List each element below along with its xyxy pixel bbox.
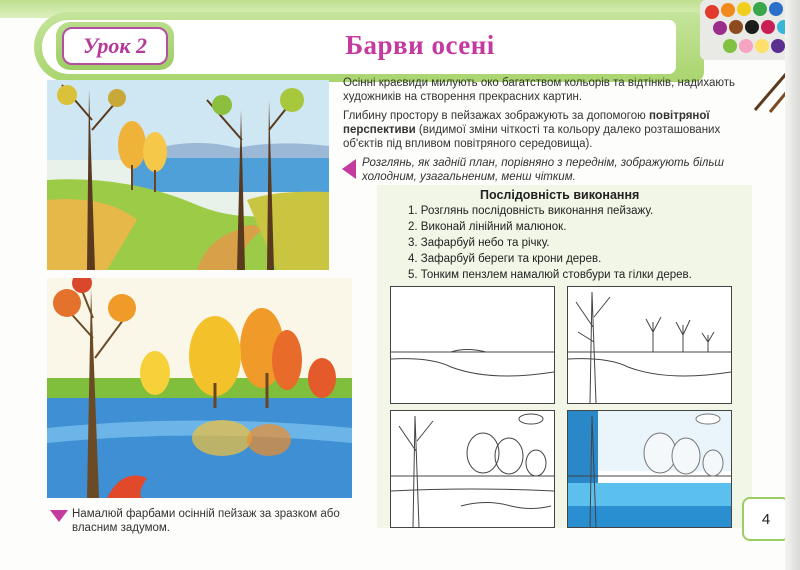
lesson-badge-inner xyxy=(62,27,168,65)
landscape-painting-pond xyxy=(47,278,352,498)
task-caption: Намалюй фарбами осінній пейзаж за зразком або власним задумом. xyxy=(72,508,340,534)
page-edge-shadow xyxy=(785,0,800,570)
step-frame-1-outline xyxy=(390,286,555,404)
intro-paragraph-2-end: (видимої зміни чіткості та кольору далеко розташованих об'єктів під впливом повітряного середовища). xyxy=(343,124,721,150)
lesson-label: Урок 2 xyxy=(82,33,148,58)
sequence-step: 3. Зафарбуй небо та річку. xyxy=(408,237,550,249)
sequence-step: 5. Тонким пензлем намалюй стовбури та гілки дерев. xyxy=(408,269,692,281)
step-frame-4-colored xyxy=(567,410,732,528)
page-number: 4 xyxy=(761,510,771,528)
page-title: Барви осені xyxy=(345,30,495,60)
page-number-box xyxy=(742,497,790,541)
intro-paragraph-2 xyxy=(343,109,747,151)
step-frame-3-crowns-outline xyxy=(390,410,555,528)
arrow-left-icon xyxy=(342,159,356,179)
term-air-perspective: повітряної перспективи xyxy=(343,110,710,136)
lesson-badge xyxy=(56,22,174,70)
prompt-text: Розглянь, як задній план, порівняно з переднім, зображують більш холодним, узагальненим, менш чітким. xyxy=(362,157,724,183)
sequence-step: 1. Розглянь послідовність виконання пейзажу. xyxy=(408,205,654,217)
arrow-down-icon xyxy=(50,510,68,522)
sequence-step: 2. Виконай лінійний малюнок. xyxy=(408,221,567,233)
sequence-steps xyxy=(408,203,692,283)
step-frame-2-trees-outline xyxy=(567,286,732,404)
sequence-title: Послідовність виконання xyxy=(480,188,640,202)
intro-paragraph-2-start: Глибину простору в пейзажах зображують за допомогою xyxy=(343,110,649,122)
intro-paragraph-1: Осінні краєвиди милують око багатством кольорів та відтінків, надихають художників на створення прекрасних картин. xyxy=(343,77,735,103)
sequence-step: 4. Зафарбуй береги та крони дерев. xyxy=(408,253,602,265)
landscape-painting-lake xyxy=(47,80,329,270)
